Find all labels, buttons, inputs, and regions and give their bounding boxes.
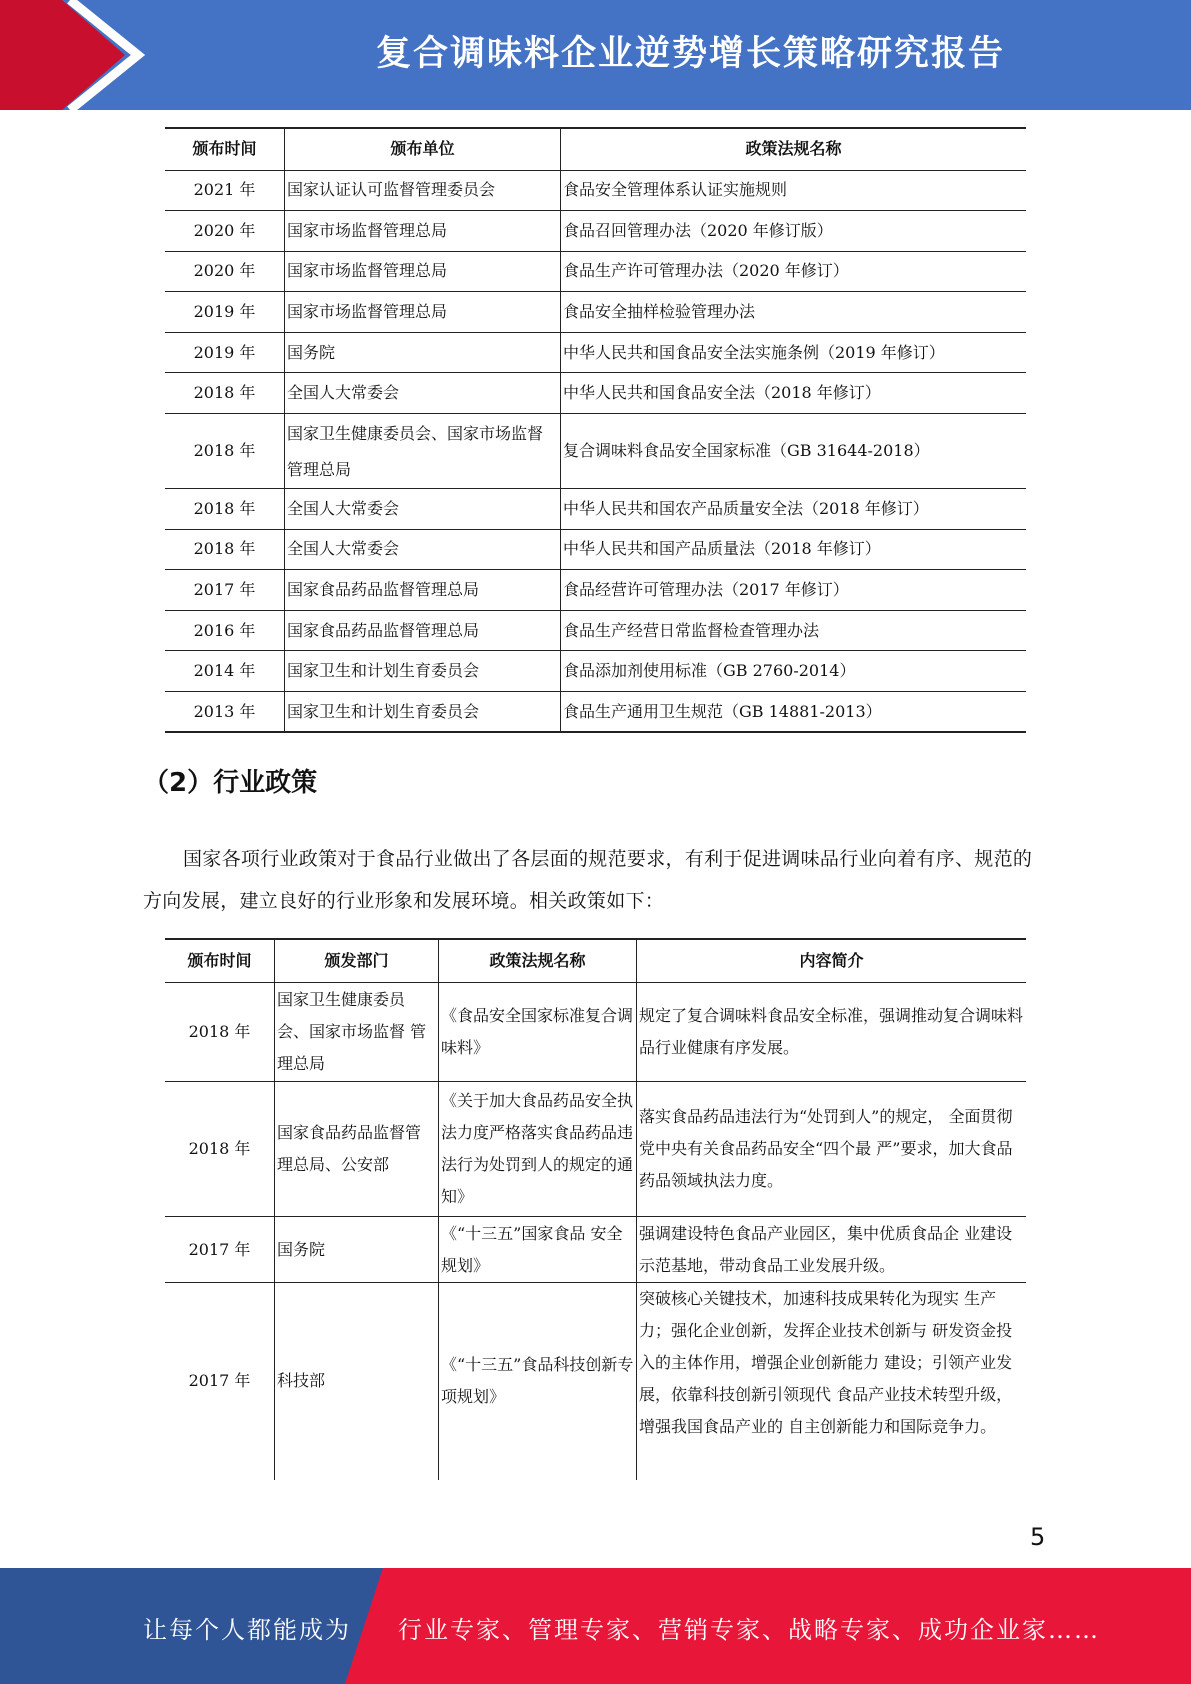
column-header: 颁布单位 — [285, 128, 561, 170]
cell-regulation-name: 中华人民共和国食品安全法实施条例（2019 年修订） — [561, 332, 1027, 373]
policy-table — [165, 938, 1026, 1480]
cell-policy-name: 《“十三五”食品科技创新专项规划》 — [439, 1283, 637, 1480]
cell-issuer: 国家食品药品监督管理总局 — [285, 570, 561, 611]
column-header: 颁布时间 — [165, 128, 285, 170]
page-header — [0, 0, 1191, 110]
cell-issuer: 国家市场监督管理总局 — [285, 292, 561, 333]
table-row — [165, 1283, 1026, 1480]
table-row — [165, 1217, 1026, 1283]
cell-department: 国家卫生健康委员会、国家市场监督 管理总局 — [275, 983, 439, 1082]
column-header: 颁布时间 — [165, 939, 275, 983]
page-footer — [0, 1568, 1191, 1684]
table-row — [165, 529, 1026, 570]
section-paragraph: 国家各项行业政策对于食品行业做出了各层面的规范要求，有利于促进调味品行业向着有序、规范的方向发展，建立良好的行业形象和发展环境。相关政策如下： — [143, 848, 1033, 912]
cell-issuer: 国家认证认可监督管理委员会 — [285, 170, 561, 211]
column-header: 内容简介 — [637, 939, 1027, 983]
table-row — [165, 651, 1026, 692]
table-row — [165, 610, 1026, 651]
cell-regulation-name: 中华人民共和国产品质量法（2018 年修订） — [561, 529, 1027, 570]
cell-policy-name: 《关于加大食品药品安全执法力度严格落实食品药品违法行为处罚到人的规定的通知》 — [439, 1082, 637, 1217]
cell-summary: 规定了复合调味料食品安全标准，强调推动复合调味料品行业健康有序发展。 — [637, 983, 1027, 1082]
table-row — [165, 414, 1026, 489]
cell-department: 国家食品药品监督管理总局、公安部 — [275, 1082, 439, 1217]
cell-regulation-name: 食品生产许可管理办法（2020 年修订） — [561, 251, 1027, 292]
cell-issuer: 国务院 — [285, 332, 561, 373]
regulation-table — [165, 127, 1026, 733]
cell-year: 2019 年 — [165, 332, 285, 373]
table-row — [165, 211, 1026, 252]
cell-regulation-name: 食品添加剂使用标准（GB 2760-2014） — [561, 651, 1027, 692]
cell-department: 科技部 — [275, 1283, 439, 1480]
cell-year: 2017 年 — [165, 570, 285, 611]
page-number: 5 — [1030, 1523, 1046, 1551]
cell-issuer: 国家市场监督管理总局 — [285, 211, 561, 252]
cell-regulation-name: 食品安全管理体系认证实施规则 — [561, 170, 1027, 211]
cell-summary: 落实食品药品违法行为“处罚到人”的规定， 全面贯彻党中央有关食品药品安全“四个最 严”要求，加大食品药品领域执法力度。 — [637, 1082, 1027, 1217]
cell-summary: 强调建设特色食品产业园区，集中优质食品企 业建设示范基地，带动食品工业发展升级。 — [637, 1217, 1027, 1283]
cell-regulation-name: 食品召回管理办法（2020 年修订版） — [561, 211, 1027, 252]
cell-regulation-name: 中华人民共和国食品安全法（2018 年修订） — [561, 373, 1027, 414]
cell-year: 2018 年 — [165, 529, 285, 570]
cell-year: 2019 年 — [165, 292, 285, 333]
table-row — [165, 373, 1026, 414]
cell-year: 2021 年 — [165, 170, 285, 211]
cell-year: 2018 年 — [165, 414, 285, 489]
table-row — [165, 292, 1026, 333]
cell-year: 2018 年 — [165, 489, 285, 530]
cell-regulation-name: 食品安全抽样检验管理办法 — [561, 292, 1027, 333]
cell-year: 2013 年 — [165, 692, 285, 733]
cell-regulation-name: 复合调味料食品安全国家标准（GB 31644-2018） — [561, 414, 1027, 489]
cell-regulation-name: 中华人民共和国农产品质量安全法（2018 年修订） — [561, 489, 1027, 530]
cell-issuer: 国家食品药品监督管理总局 — [285, 610, 561, 651]
column-header: 政策法规名称 — [561, 128, 1027, 170]
table-row — [165, 983, 1026, 1082]
cell-year: 2016 年 — [165, 610, 285, 651]
cell-year: 2018 年 — [165, 1082, 275, 1217]
table-header-row — [165, 128, 1026, 170]
cell-issuer: 国家卫生和计划生育委员会 — [285, 651, 561, 692]
footer-slogan-right: 行业专家、管理专家、营销专家、战略专家、成功企业家…… — [398, 1616, 1100, 1644]
table-header-row — [165, 939, 1026, 983]
cell-issuer: 国家市场监督管理总局 — [285, 251, 561, 292]
cell-policy-name: 《食品安全国家标准复合调味料》 — [439, 983, 637, 1082]
column-header: 颁发部门 — [275, 939, 439, 983]
cell-regulation-name: 食品生产通用卫生规范（GB 14881-2013） — [561, 692, 1027, 733]
table-row — [165, 692, 1026, 733]
footer-slogan-left: 让每个人都能成为 — [143, 1616, 351, 1644]
header-arrow-decoration — [0, 0, 160, 110]
cell-year: 2017 年 — [165, 1283, 275, 1480]
cell-year: 2020 年 — [165, 211, 285, 252]
cell-year: 2014 年 — [165, 651, 285, 692]
table-row — [165, 1082, 1026, 1217]
table-row — [165, 332, 1026, 373]
cell-issuer: 国家卫生和计划生育委员会 — [285, 692, 561, 733]
cell-year: 2018 年 — [165, 373, 285, 414]
cell-department: 国务院 — [275, 1217, 439, 1283]
cell-issuer: 国家卫生健康委员会、国家市场监督管理总局 — [285, 414, 561, 489]
cell-summary: 突破核心关键技术，加速科技成果转化为现实 生产力；强化企业创新，发挥企业技术创新与 研发资金投入的主体作用，增强企业创新能力 建设；引领产业发展，依靠科技创新引领现代 食品产业技术转型升级，增强我国食品产业的 自主创新能力和国际竞争力。 — [639, 1289, 1013, 1436]
table-row — [165, 489, 1026, 530]
cell-year: 2020 年 — [165, 251, 285, 292]
cell-year: 2017 年 — [165, 1217, 275, 1283]
cell-issuer: 全国人大常委会 — [285, 529, 561, 570]
cell-regulation-name: 食品经营许可管理办法（2017 年修订） — [561, 570, 1027, 611]
cell-issuer: 全国人大常委会 — [285, 373, 561, 414]
table-row — [165, 570, 1026, 611]
table-row — [165, 170, 1026, 211]
column-header: 政策法规名称 — [439, 939, 637, 983]
cell-regulation-name: 食品生产经营日常监督检查管理办法 — [561, 610, 1027, 651]
report-title: 复合调味料企业逆势增长策略研究报告 — [375, 34, 1005, 74]
cell-year: 2018 年 — [165, 983, 275, 1082]
cell-policy-name: 《“十三五”国家食品 安全规划》 — [439, 1217, 637, 1283]
table-row — [165, 251, 1026, 292]
section-heading: （2）行业政策 — [143, 768, 318, 798]
cell-issuer: 全国人大常委会 — [285, 489, 561, 530]
